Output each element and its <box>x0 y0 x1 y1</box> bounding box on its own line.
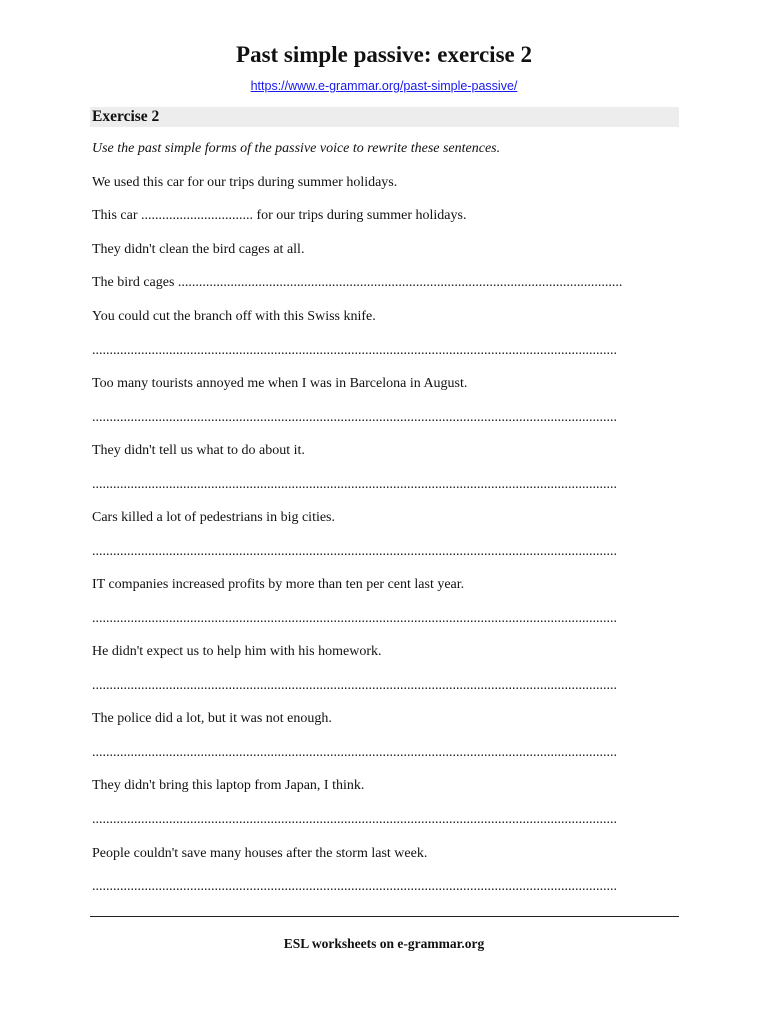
exercise-sentence: You could cut the branch off with this Swiss knife. <box>92 309 376 324</box>
exercise-header <box>90 107 679 127</box>
answer-line[interactable]: ...................................................................................................................................................... <box>92 611 617 626</box>
exercise-heading: Exercise 2 <box>92 108 160 125</box>
exercise-sentence: They didn't clean the bird cages at all. <box>92 242 305 257</box>
answer-line[interactable]: ...................................................................................................................................................... <box>92 745 617 760</box>
exercise-sentence: We used this car for our trips during summer holidays. <box>92 175 398 190</box>
exercise-instructions: Use the past simple forms of the passive voice to rewrite these sentences. <box>92 141 501 156</box>
footer-text: ESL worksheets on e-grammar.org <box>283 936 485 951</box>
footer-divider <box>90 916 679 917</box>
exercise-sentence: IT companies increased profits by more than ten per cent last year. <box>92 577 465 592</box>
exercise-sentence: He didn't expect us to help him with his homework. <box>92 644 382 659</box>
source-link[interactable]: https://www.e-grammar.org/past-simple-passive/ <box>250 79 518 93</box>
exercise-sentence: People couldn't save many houses after the storm last week. <box>92 846 428 861</box>
answer-line[interactable]: ...................................................................................................................................................... <box>92 410 617 425</box>
page-title: Past simple passive: exercise 2 <box>236 42 532 67</box>
exercise-sentence: The police did a lot, but it was not enough. <box>92 711 332 726</box>
exercise-sentence: Too many tourists annoyed me when I was in Barcelona in August. <box>92 376 468 391</box>
answer-line[interactable]: ...................................................................................................................................................... <box>92 678 617 693</box>
answer-line[interactable]: The bird cages ............................................................................................................................... <box>92 275 623 290</box>
answer-line[interactable]: ...................................................................................................................................................... <box>92 477 617 492</box>
answer-line[interactable]: ...................................................................................................................................................... <box>92 879 617 894</box>
answer-line[interactable]: This car ................................ for our trips during summer holidays. <box>92 208 467 223</box>
exercise-sentence: Cars killed a lot of pedestrians in big cities. <box>92 510 336 525</box>
exercise-sentence: They didn't bring this laptop from Japan, I think. <box>92 778 365 793</box>
exercise-sentence: They didn't tell us what to do about it. <box>92 443 305 458</box>
answer-line[interactable]: ...................................................................................................................................................... <box>92 812 617 827</box>
answer-line[interactable]: ...................................................................................................................................................... <box>92 544 617 559</box>
answer-line[interactable]: ...................................................................................................................................................... <box>92 343 617 358</box>
